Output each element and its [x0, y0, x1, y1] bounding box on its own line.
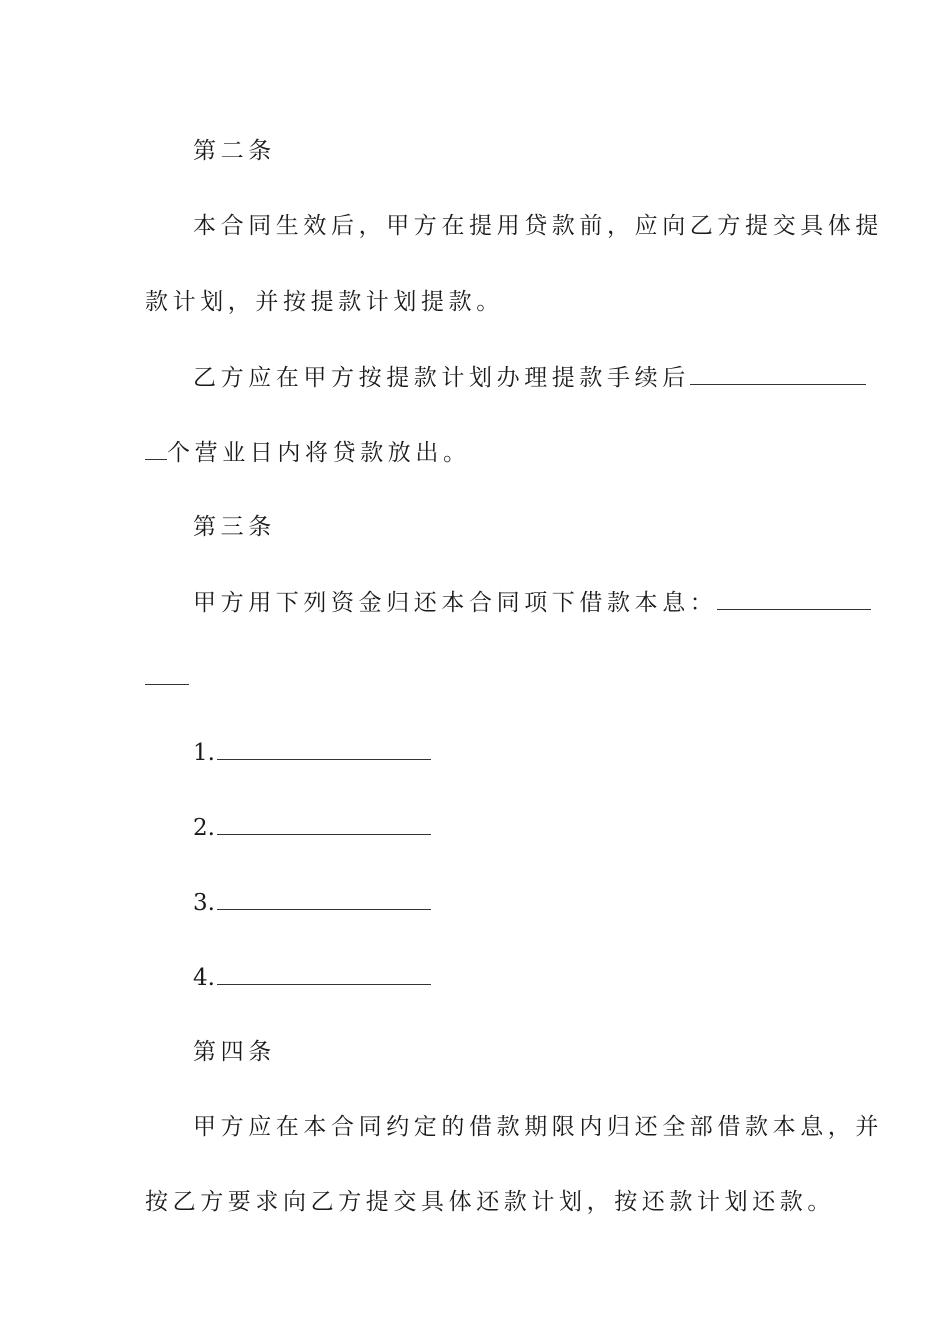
- list-item: [193, 812, 431, 843]
- article-3-paragraph-1-text: 甲方用下列资金归还本合同项下借款本息：: [193, 590, 718, 616]
- article-2-paragraph-1-line-2: 款计划，并按提款计划提款。: [145, 289, 504, 315]
- list-item: [193, 737, 431, 768]
- article-2-paragraph-2-line-1: [193, 362, 866, 393]
- article-3-heading: 第三条: [193, 514, 276, 540]
- article-3-paragraph-1-line-1: [193, 587, 871, 618]
- article-4-paragraph-1-line-2: 按乙方要求向乙方提交具体还款计划，按还款计划还款。: [145, 1189, 835, 1215]
- blank-line: [690, 362, 866, 385]
- list-item-number: 3.: [193, 890, 215, 916]
- article-3-paragraph-1-line-2: [145, 662, 189, 693]
- blank-line: [217, 812, 431, 835]
- article-2-paragraph-1-line-1: 本合同生效后，甲方在提用贷款前，应向乙方提交具体提: [193, 213, 883, 239]
- list-item-number: 4.: [193, 965, 215, 991]
- blank-line: [217, 962, 431, 985]
- article-2-paragraph-2-line-2: [145, 437, 471, 468]
- list-item: [193, 962, 431, 993]
- blank-line: [217, 737, 431, 760]
- list-item-number: 1.: [193, 740, 215, 766]
- article-2-paragraph-2-text-cont: 个营业日内将贷款放出。: [167, 440, 471, 466]
- blank-line: [145, 437, 167, 460]
- article-2-paragraph-2-text: 乙方应在甲方按提款计划办理提款手续后: [193, 365, 690, 391]
- blank-line: [717, 587, 871, 610]
- blank-line: [217, 887, 431, 910]
- list-item-number: 2.: [193, 815, 215, 841]
- blank-line: [145, 662, 189, 685]
- article-4-paragraph-1-line-1: 甲方应在本合同约定的借款期限内归还全部借款本息，并: [193, 1114, 883, 1140]
- article-4-heading: 第四条: [193, 1039, 276, 1065]
- article-2-heading: 第二条: [193, 138, 276, 164]
- list-item: [193, 887, 431, 918]
